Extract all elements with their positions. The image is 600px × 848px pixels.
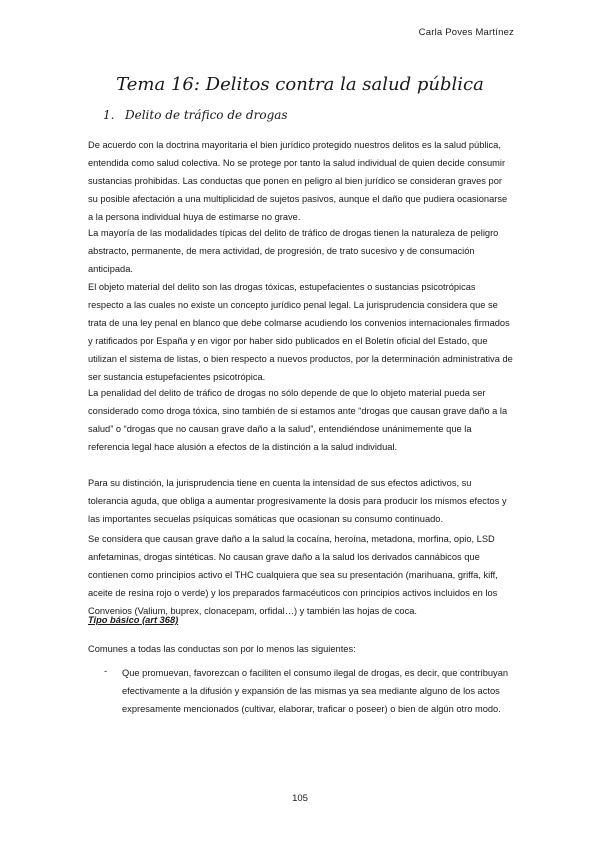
section-title: Delito de tráfico de drogas [125,108,288,122]
paragraph-grave-dano: Se considera que causan grave daño a la salud la cocaína, heroína, metadona, morfina, opio, LSD anfetaminas, drogas sintéticas. No causan grave daño a la salud los derivados cannábicos que contienen como principios activo el THC cualquiera que sea su presentación (marihuana, griffa, kiff, aceite de resina rojo o verde) y los preparados farmacéuticos con principios activos incluidos en los Convenios (Valium, buprex, clonacepam, orfidal…) y también las hojas de coca. [88,534,498,616]
paragraph-distincion: Para su distinción, la jurisprudencia tiene en cuenta la intensidad de sus efectos adictivos, su tolerancia aguda, que obliga a aumentar progresivamente la dosis para producir los mismos efectos y las importantes secuelas psíquicas somáticas que ocasionan su consumo continuado. [88,478,507,524]
subheading-tipo-basico: Tipo básico (art 368) [88,615,179,625]
paragraph-bien-juridico: De acuerdo con la doctrina mayoritaria el bien jurídico protegido nuestros delitos es la salud pública, entendida como salud colectiva. No se protege por tanto la salud individual de quien decide consumir sustancias prohibidas. Las conductas que ponen en peligro al bien jurídico se consideran graves por su posible afectación a una multiplicidad de sujetos pasivos, aunque el daño que pudiera ocasionarse a la persona individual huya de estimarse no grave. [88,140,508,222]
paragraph-modalidades: La mayoría de las modalidades típicas del delito de tráfico de drogas tienen la naturaleza de peligro abstracto, permanente, de mera actividad, de progresión, de trato sucesivo y de consumación anticipada. [88,228,499,274]
paragraph-conductas-intro: Comunes a todas las conductas son por lo menos las siguientes: [88,644,356,654]
section-number: 1. [103,108,115,122]
header-author: Carla Poves Martínez [418,27,514,38]
page-title: Tema 16: Delitos contra la salud pública [116,74,484,95]
paragraph-penalidad: La penalidad del delito de tráfico de drogas no sólo depende de que lo objeto material pueda ser considerado como droga tóxica, sino también de si estamos ante “drogas que causan grave daño a la salud” o “drogas que no causan grave daño a la salud”, entendiéndose unánimemente que la referencia legal hace alusión a efectos de la distinción a la salud individual. [88,388,508,452]
section-heading [103,108,288,122]
bullet-item: Que promuevan, favorezcan o faciliten el consumo ilegal de drogas, es decir, que contribuyan efectivamente a la difusión y expansión de las mismas ya sea mediante alguno de los actos expresamente mencionados (cultivar, elaborar, traficar o poseer) o bien de algún otro modo. [122,668,509,714]
bullet-marker: - [104,666,108,676]
page-number: 105 [292,793,308,804]
paragraph-objeto-material: El objeto material del delito son las drogas tóxicas, estupefacientes o sustancias psicotrópicas respecto a las cuales no existe un concepto jurídico penal legal. La jurisprudencia considera que se trata de una ley penal en blanco que debe colmarse acudiendo los convenios internacionales firmados y ratificados por España y en vigor por haber sido publicados en el Boletín oficial del Estado, que utilizan el sistema de listas, o bien respecto a nuevos productos, por la determinación administrativa de ser sustancia estupefacientes psicotrópica. [88,282,513,382]
